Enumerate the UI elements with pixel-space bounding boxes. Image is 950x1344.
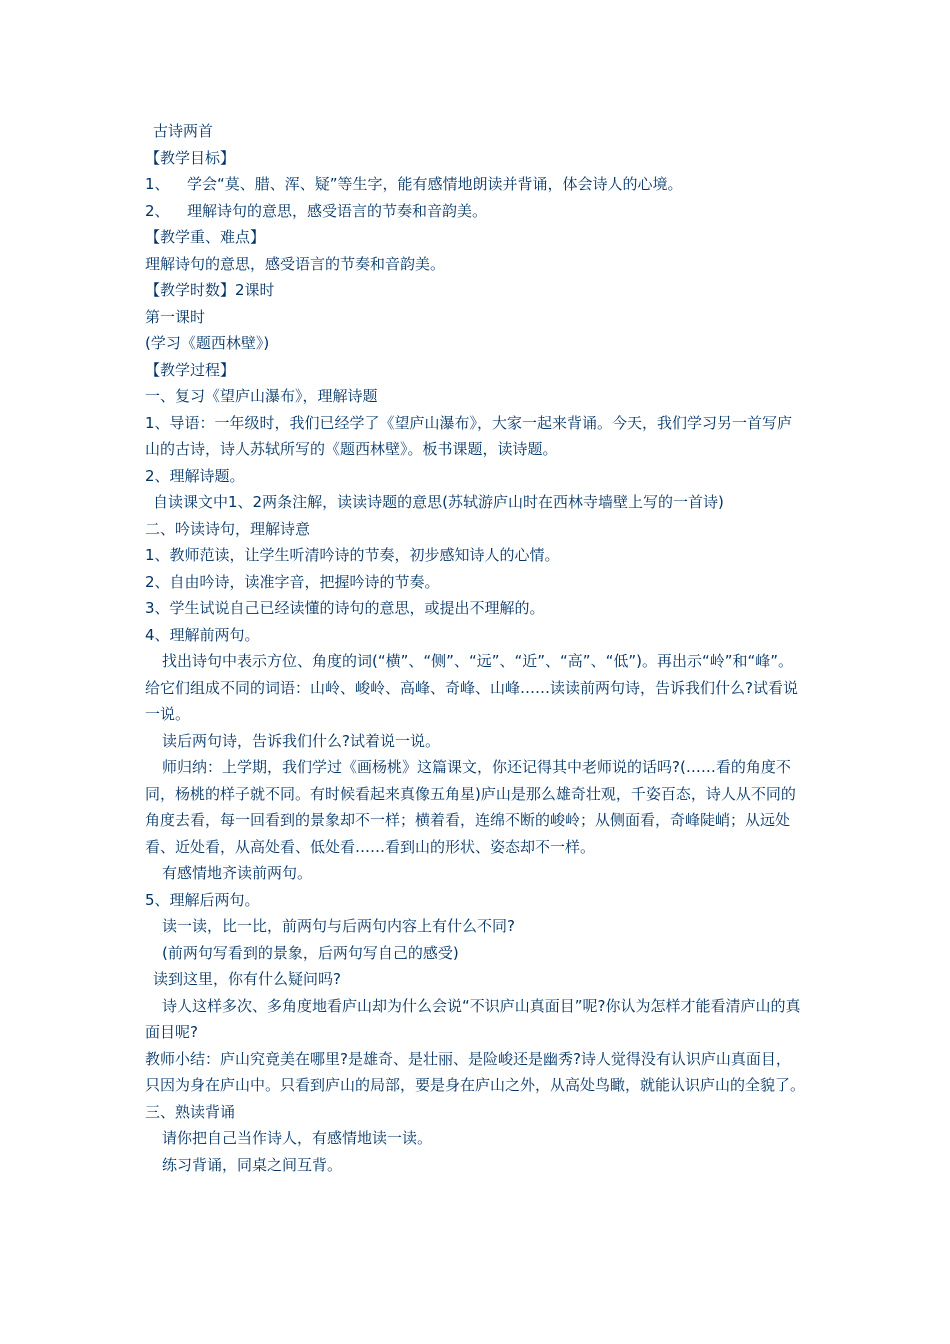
lesson-one-title: 第一课时	[145, 307, 206, 326]
section-2-step-5-detail-a: 读一读，比一比，前两句与后两句内容上有什么不同?	[162, 917, 515, 935]
lesson-one-subtitle: (学习《题西林壁》)	[145, 334, 270, 352]
goal-item-1	[145, 171, 805, 198]
section-2-step-5-detail-d: 诗人这样多次、多角度地看庐山却为什么会说“不识庐山真面目”呢?你认为怎样才能看清庐山的真面目呢?	[145, 996, 801, 1041]
section-2-step-5-detail-c: 读到这里，你有什么疑问吗?	[153, 970, 341, 988]
goal-1-text: 学会“莫、腊、浑、疑”等生字，能有感情地朗读并背诵，体会诗人的心境。	[187, 175, 683, 193]
section-2-step-3: 3、学生试说自己已经读懂的诗句的意思，或提出不理解的。	[145, 599, 545, 617]
section-2-step-4: 4、理解前两句。	[145, 625, 260, 644]
heading-goals: 【教学目标】	[145, 148, 236, 167]
section-2-step-4-detail-a: 找出诗句中表示方位、角度的词(“横”、“侧”、“远”、“近”、“高”、“低”)。再出示“岭”和“峰”。给它们组成不同的词语：山岭、峻岭、高峰、奇峰、山峰……读读前两句诗，告诉我们什么?试看说一说。	[145, 652, 798, 723]
section-1-step-2-detail: 自读课文中1、2两条注解，读读诗题的意思(苏轼游庐山时在西林寺墙壁上写的一首诗)	[153, 493, 724, 511]
key-points-text: 理解诗句的意思，感受语言的节奏和音韵美。	[145, 254, 446, 273]
section-2-step-5-detail-b: (前两句写看到的景象，后两句写自己的感受)	[162, 943, 459, 962]
section-2-step-4-detail-b: 读后两句诗，告诉我们什么?试着说一说。	[162, 731, 440, 750]
section-3-title: 三、熟读背诵	[145, 1102, 236, 1121]
section-2-step-2: 2、自由吟诗，读准字音，把握吟诗的节奏。	[145, 572, 440, 591]
lesson-plan-body	[145, 118, 805, 1178]
section-2-step-1: 1、教师范读，让学生听清吟诗的节奏，初步感知诗人的心情。	[145, 546, 560, 564]
section-2-title: 二、吟读诗句，理解诗意	[145, 519, 311, 538]
doc-title: 古诗两首	[153, 122, 214, 140]
goal-2-text: 理解诗句的意思，感受语言的节奏和音韵美。	[187, 201, 488, 220]
section-3-detail-b: 练习背诵，同桌之间互背。	[162, 1155, 343, 1174]
goal-item-2	[145, 198, 805, 225]
section-1-step-2: 2、理解诗题。	[145, 466, 245, 485]
heading-process: 【教学过程】	[145, 360, 236, 379]
goal-1-number: 1、	[145, 175, 170, 193]
section-1-step-1: 1、导语：一年级时，我们已经学了《望庐山瀑布》，大家一起来背诵。今天，我们学习另一首写庐山的古诗，诗人苏轼所写的《题西林壁》。板书课题，读诗题。	[145, 413, 793, 458]
section-2-step-5: 5、理解后两句。	[145, 890, 260, 909]
section-2-step-5-summary: 教师小结：庐山究竟美在哪里?是雄奇、是壮丽、是险峻还是幽秀?诗人觉得没有认识庐山真面目，只因为身在庐山中。只看到庐山的局部，要是身在庐山之外，从高处鸟瞰，就能认识庐山的全貌了。	[145, 1049, 806, 1094]
heading-hours: 【教学时数】2课时	[145, 281, 275, 299]
section-2-step-4-detail-d: 有感情地齐读前两句。	[162, 864, 313, 882]
section-2-step-4-summary: 师归纳：上学期，我们学过《画杨桃》这篇课文，你还记得其中老师说的话吗?(……看的角度不同，杨桃的样子就不同。有时候看起来真像五角星)庐山是那么雄奇壮观，千姿百态，诗人从不同的角度去看，每一回看到的景象却不一样；横着看，连绵不断的峻岭；从侧面看，奇峰陡峭；从远处看、近处看，从高处看、低处看……看到山的形状、姿态却不一样。	[145, 758, 796, 856]
heading-key-points: 【教学重、难点】	[145, 228, 266, 246]
section-1-title: 一、复习《望庐山瀑布》，理解诗题	[145, 387, 378, 405]
goal-2-number: 2、	[145, 201, 170, 220]
section-3-detail-a: 请你把自己当作诗人，有感情地读一读。	[162, 1129, 433, 1147]
